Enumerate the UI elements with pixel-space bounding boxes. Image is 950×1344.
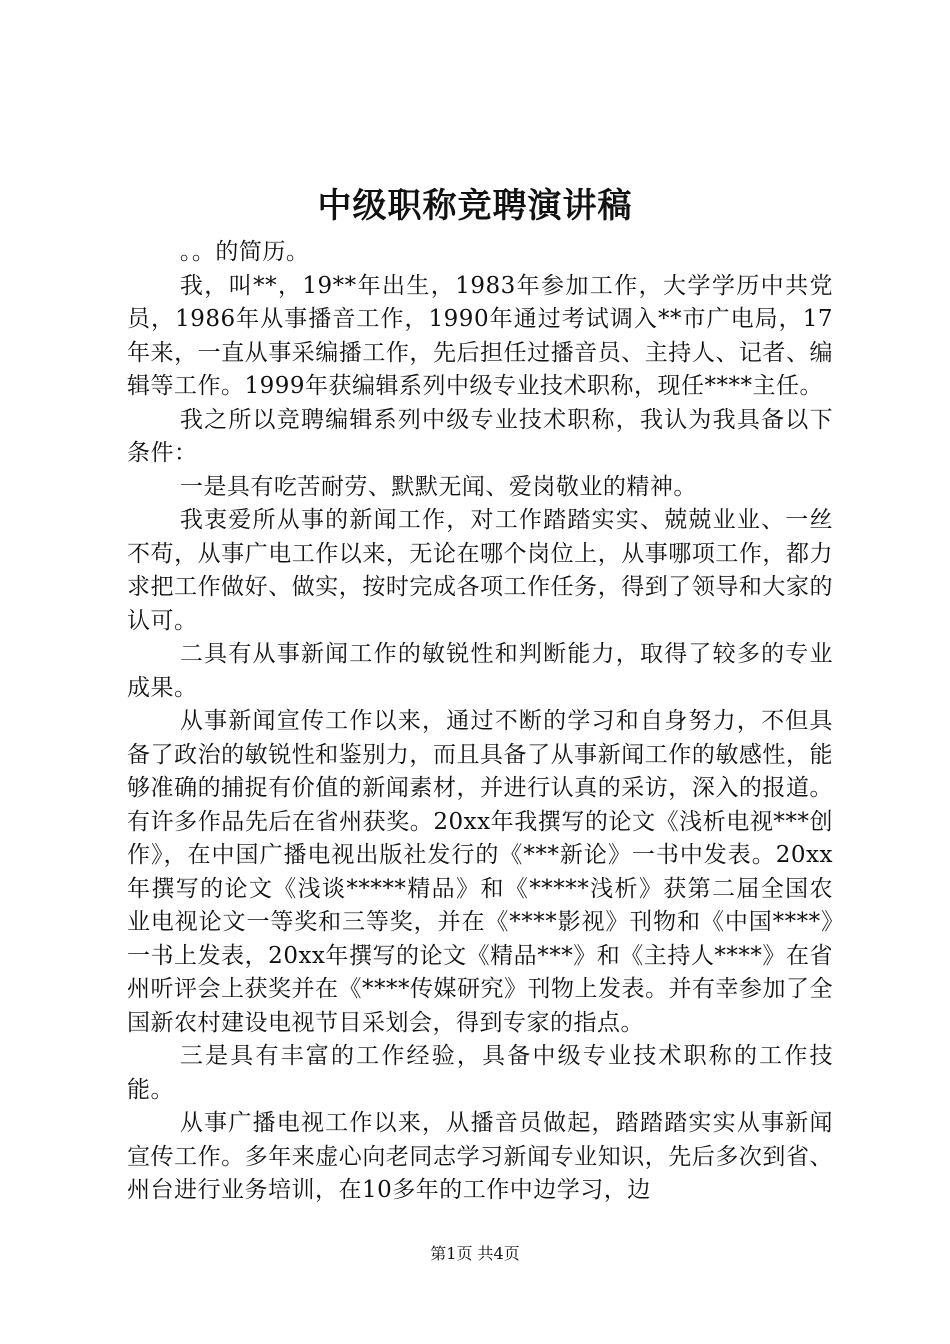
paragraph: 我，叫**，19**年出生，1983年参加工作，大学学历中共党员，1986年从事播音工作，1990年通过考试调入**市广电局，17年来，一直从事采编播工作，先后担任过播音员、主持人、记者、编辑等工作。1999年获编辑系列中级专业技术职称，现任****主任。: [127, 272, 833, 399]
page-footer: 第1页 共4页: [430, 1244, 520, 1263]
paragraph: 二具有从事新闻工作的敏锐性和判断能力，取得了较多的专业成果。: [127, 641, 833, 701]
paragraph: 从事广播电视工作以来，从播音员做起，踏踏踏实实从事新闻宣传工作。多年来虚心向老同志学习新闻专业知识，先后多次到省、州台进行业务培训，在10多年的工作中边学习，边: [127, 1110, 833, 1203]
paragraph: 三是具有丰富的工作经验，具备中级专业技术职称的工作技能。: [127, 1043, 833, 1103]
paragraph: 我衷爱所从事的新闻工作，对工作踏踏实实、兢兢业业、一丝不苟，从事广电工作以来，无论在哪个岗位上，从事哪项工作，都力求把工作做好、做实，按时完成各项工作任务，得到了领导和大家的认可。: [127, 507, 833, 634]
paragraph: 一是具有吃苦耐劳、默默无闻、爱岗敬业的精神。: [179, 473, 697, 500]
document-title: 中级职称竞聘演讲稿: [317, 186, 633, 226]
paragraph: 从事新闻宣传工作以来，通过不断的学习和自身努力，不但具备了政治的敏锐性和鉴别力，而且具备了从事新闻工作的敏感性，能够准确的捕捉有价值的新闻素材，并进行认真的采访，深入的报道。有许多作品先后在省州获奖。20xx年我撰写的论文《浅析电视***创作》，在中国广播电视出版社发行的《***新论》一书中发表。20xx年撰写的论文《浅谈*****精品》和《*****浅析》获第二届全国农业电视论文一等奖和三等奖，并在《****影视》刊物和《中国****》一书上发表，20xx年撰写的论文《精品***》和《主持人****》在省州听评会上获奖并在《****传媒研究》刊物上发表。并有幸参加了全国新农村建设电视节目采划会，得到专家的指点。: [127, 708, 833, 1036]
paragraph: 。。的简历。: [179, 239, 310, 265]
paragraph: 我之所以竞聘编辑系列中级专业技术职称，我认为我具备以下条件：: [127, 406, 833, 466]
document-body: [127, 236, 833, 1208]
